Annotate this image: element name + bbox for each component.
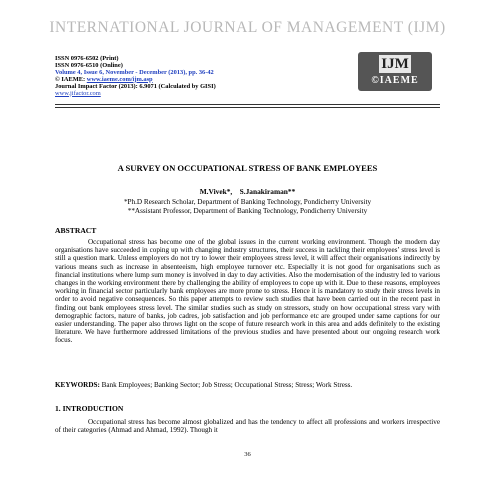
page-number: 36	[244, 451, 251, 458]
introduction-heading: 1. INTRODUCTION	[55, 404, 124, 413]
issn-print: ISSN 0976-6502 (Print)	[55, 55, 119, 62]
impact-factor: Journal Impact Factor (2013): 6.9071 (Calculated by GISI)	[55, 82, 216, 90]
paper-authors: M.Vivek*, S.Janakiraman**	[199, 187, 296, 196]
ijm-logo	[358, 52, 432, 91]
keywords-label: KEYWORDS:	[55, 381, 100, 389]
keywords-text: Bank Employees; Banking Sector; Job Stress; Occupational Stress; Stress; Work Stress.	[99, 381, 353, 389]
volume-issue: Volume 4, Issue 6, November - December (2013), pp. 36-42	[55, 68, 214, 76]
affiliation-1: *Ph.D Research Scholar, Department of Banking Technology, Pondicherry University	[123, 198, 372, 206]
iaeme-link[interactable]: www.iaeme.com/ijm.asp	[86, 75, 153, 83]
jifactor-link[interactable]: www.jifactor.com	[55, 89, 101, 97]
journal-title: INTERNATIONAL JOURNAL OF MANAGEMENT (IJM)	[49, 19, 446, 36]
journal-meta	[55, 56, 216, 97]
logo-sub-text: ©IAEME	[371, 75, 419, 86]
iaeme-prefix: © IAEME:	[55, 75, 87, 83]
paper-title: A SURVEY ON OCCUPATIONAL STRESS OF BANK EMPLOYEES	[117, 163, 378, 173]
keywords	[55, 381, 440, 389]
logo-main-text: IJM	[379, 55, 411, 73]
header-divider	[55, 104, 440, 105]
abstract-heading: ABSTRACT	[55, 226, 97, 235]
affiliation-2: **Assistant Professor, Department of Banking Technology, Pondicherry University	[127, 207, 368, 215]
abstract-text: Occupational stress has become one of the global issues in the current working environment. Though the modern day organisations have succeeded in coping up with changing industry structures, their success in tackling their employees’ stress level is still a question mark. Unless employers do not try to lower their employees stress level, it will affect their organisations indirectly by various means such as increase in absenteeism, high employee turnover etc. Especially it is not good for organisations such as financial institutions where lump sum money is involved in day to day activities. Also the modernisation of the industry led to various changes in the working environment there by challenging the ability of employees to cope up with it. Due to these reasons, employees working in financial sector particularly bank employees are more prone to stress. Hence it is mandatory to study their stress levels in order to avoid negative consequences. So this paper attempts to review such studies that have been carried out in the recent past in finding out bank employees stress level. The similar studies such as study on stressors, study on how occupational stress vary with demographic factors, nature of banks, job cadres, job satisfaction and job performance etc are grouped under same captions for our easier understanding. The paper also throws light on the scope of future research work in this area and adds definitely to the existing literature. We have furthermore addressed limitations of the previous studies and have presented about our ongoing research work focus.	[55, 238, 440, 345]
issn-online: ISSN 0976-6510 (Online)	[55, 61, 123, 69]
introduction-text: Occupational stress has become almost globalized and has the tendency to affect all professions and workers irrespective of their categories (Ahmad and Ahmad, 1992). Though it	[55, 418, 440, 435]
header-divider-secondary	[55, 107, 440, 108]
